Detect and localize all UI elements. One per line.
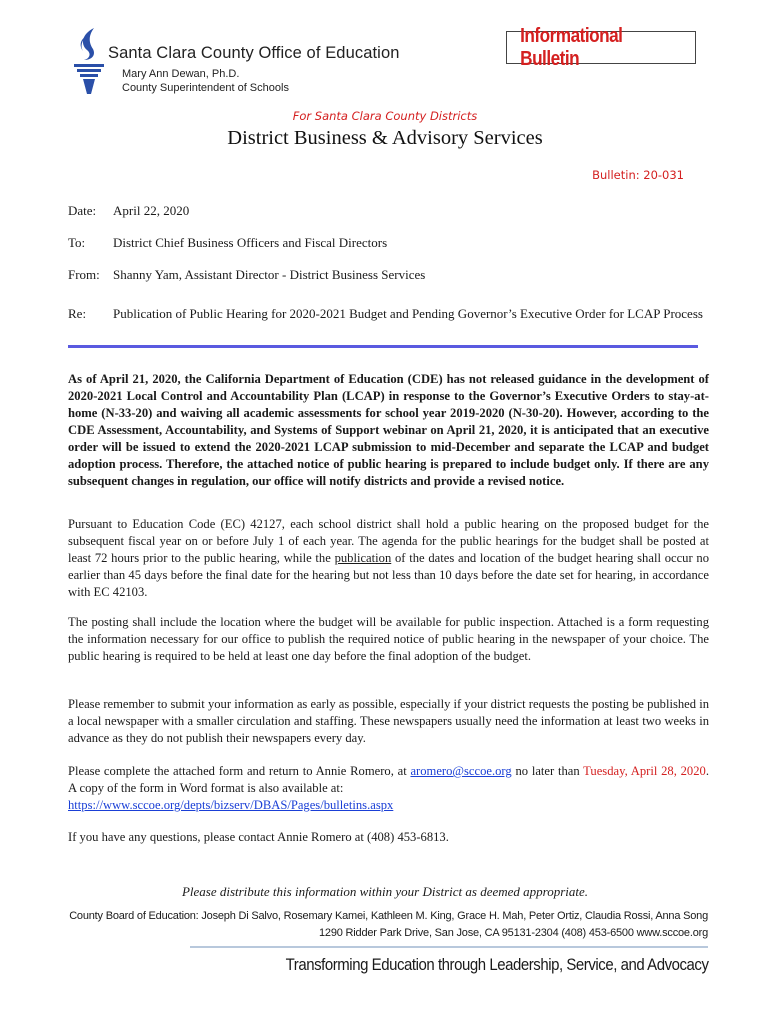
re-label: Re: — [68, 306, 87, 321]
distribute-note: Please distribute this information within your District as deemed appropriate. — [181, 884, 589, 899]
department-title: District Business & Advisory Services — [227, 127, 543, 149]
email-link[interactable]: aromero@sccoe.org — [410, 764, 512, 778]
tagline: Transforming Education through Leadership, Service, and Advocacy — [285, 955, 708, 974]
paragraph-questions: If you have any questions, please contact Annie Romero at (408) 453-6813. — [68, 830, 449, 844]
paragraph-return-form — [68, 763, 709, 814]
paragraph-public-hearing — [68, 516, 709, 601]
board-block — [69, 908, 708, 942]
bulletins-url-link[interactable]: https://www.sccoe.org/depts/bizserv/DBAS/Pages/bulletins.aspx — [68, 798, 394, 812]
paragraph-posting: The posting shall include the location where the budget will be available for public inspection. Attached is a form requesting the information necessary for our office to publish the required notice of public hearing in the newspaper of your choice. The public hearing is required to be held at least one day before the final adoption of the budget. — [68, 615, 709, 663]
informational-bulletin-badge — [506, 24, 696, 70]
footer-divider — [190, 946, 708, 948]
org-name: Santa Clara County Office of Education — [108, 44, 400, 62]
board-members: County Board of Education: Joseph Di Salvo, Rosemary Kamei, Kathleen M. King, Grace H. Mah, Peter Ortiz, Claudia Rossi, Anna Song — [69, 910, 708, 922]
superintendent-name: Mary Ann Dewan, Ph.D. — [122, 68, 240, 80]
deadline-text: Tuesday, April 28, 2020 — [583, 764, 706, 778]
for-districts-subtitle: For Santa Clara County Districts — [292, 109, 478, 123]
office-address: 1290 Ridder Park Drive, San Jose, CA 95131-2304 (408) 453-6500 www.sccoe.org — [319, 927, 708, 939]
to-label: To: — [68, 235, 86, 250]
flame-torch-logo-icon — [72, 26, 106, 96]
date-value: April 22, 2020 — [113, 203, 190, 218]
date-label: Date: — [68, 203, 97, 218]
para1-text-b: of the dates and location of the budget hearing shall occur no earlier than 45 days before the final date for the hearing but not less than 10 days before the date set for hearing, in accordance with EC 42103. — [68, 551, 710, 599]
from-label: From: — [68, 267, 100, 282]
paragraph-submit-early: Please remember to submit your information as early as possible, especially if your district requests the posting be published in a local newspaper with a smaller circulation and staffing. These newspapers usually need the information at least two weeks in advance as they do not publish their newspapers every day. — [68, 697, 709, 745]
para4-text-c: . A copy of the form in Word format is also available at: — [68, 764, 709, 795]
bulletin-badge-label: Informational Bulletin — [520, 24, 623, 70]
superintendent-block — [122, 68, 289, 95]
intro-paragraph: As of April 21, 2020, the California Department of Education (CDE) has not released guidance in the development of 2020-2021 Local Control and Accountability Plan (LCAP) in response to the Governor’s Executive Orders to stay-at-home (N-33-20) and waiving all academic assessments for school year 2019-2020 (N-30-20). However, according to the CDE Assessment, Accountability, and Systems of Support webinar on April 21, 2020, it is anticipated that an executive order will be issued to extend the 2020-2021 LCAP submission to mid-December and separate the LCAP and budget adoption process. Therefore, the attached notice of public hearing is prepared to include budget only. If there are any subsequent changes in regulation, our office will notify districts and provide a revised notice. — [68, 372, 709, 488]
from-value: Shanny Yam, Assistant Director - District Business Services — [113, 267, 426, 282]
para4-text-a: Please complete the attached form and return to Annie Romero, at — [68, 764, 411, 778]
re-value: Publication of Public Hearing for 2020-2021 Budget and Pending Governor’s Executive Order for LCAP Process — [113, 306, 703, 321]
superintendent-title: County Superintendent of Schools — [122, 81, 289, 94]
para1-text-a: Pursuant to Education Code (EC) 42127, each school district shall hold a public hearing on the proposed budget for the subsequent fiscal year on or before July 1 of each year. The agenda for the public hearings for the budget shall be posted at least 72 hours prior to the public hearing, while the — [68, 517, 709, 565]
para1-underlined-word: publication — [334, 551, 392, 565]
header-divider — [68, 345, 698, 348]
bulletin-number: Bulletin: 20-031 — [592, 168, 684, 182]
para4-text-b: no later than — [511, 764, 584, 778]
to-value: District Chief Business Officers and Fiscal Directors — [113, 235, 388, 250]
